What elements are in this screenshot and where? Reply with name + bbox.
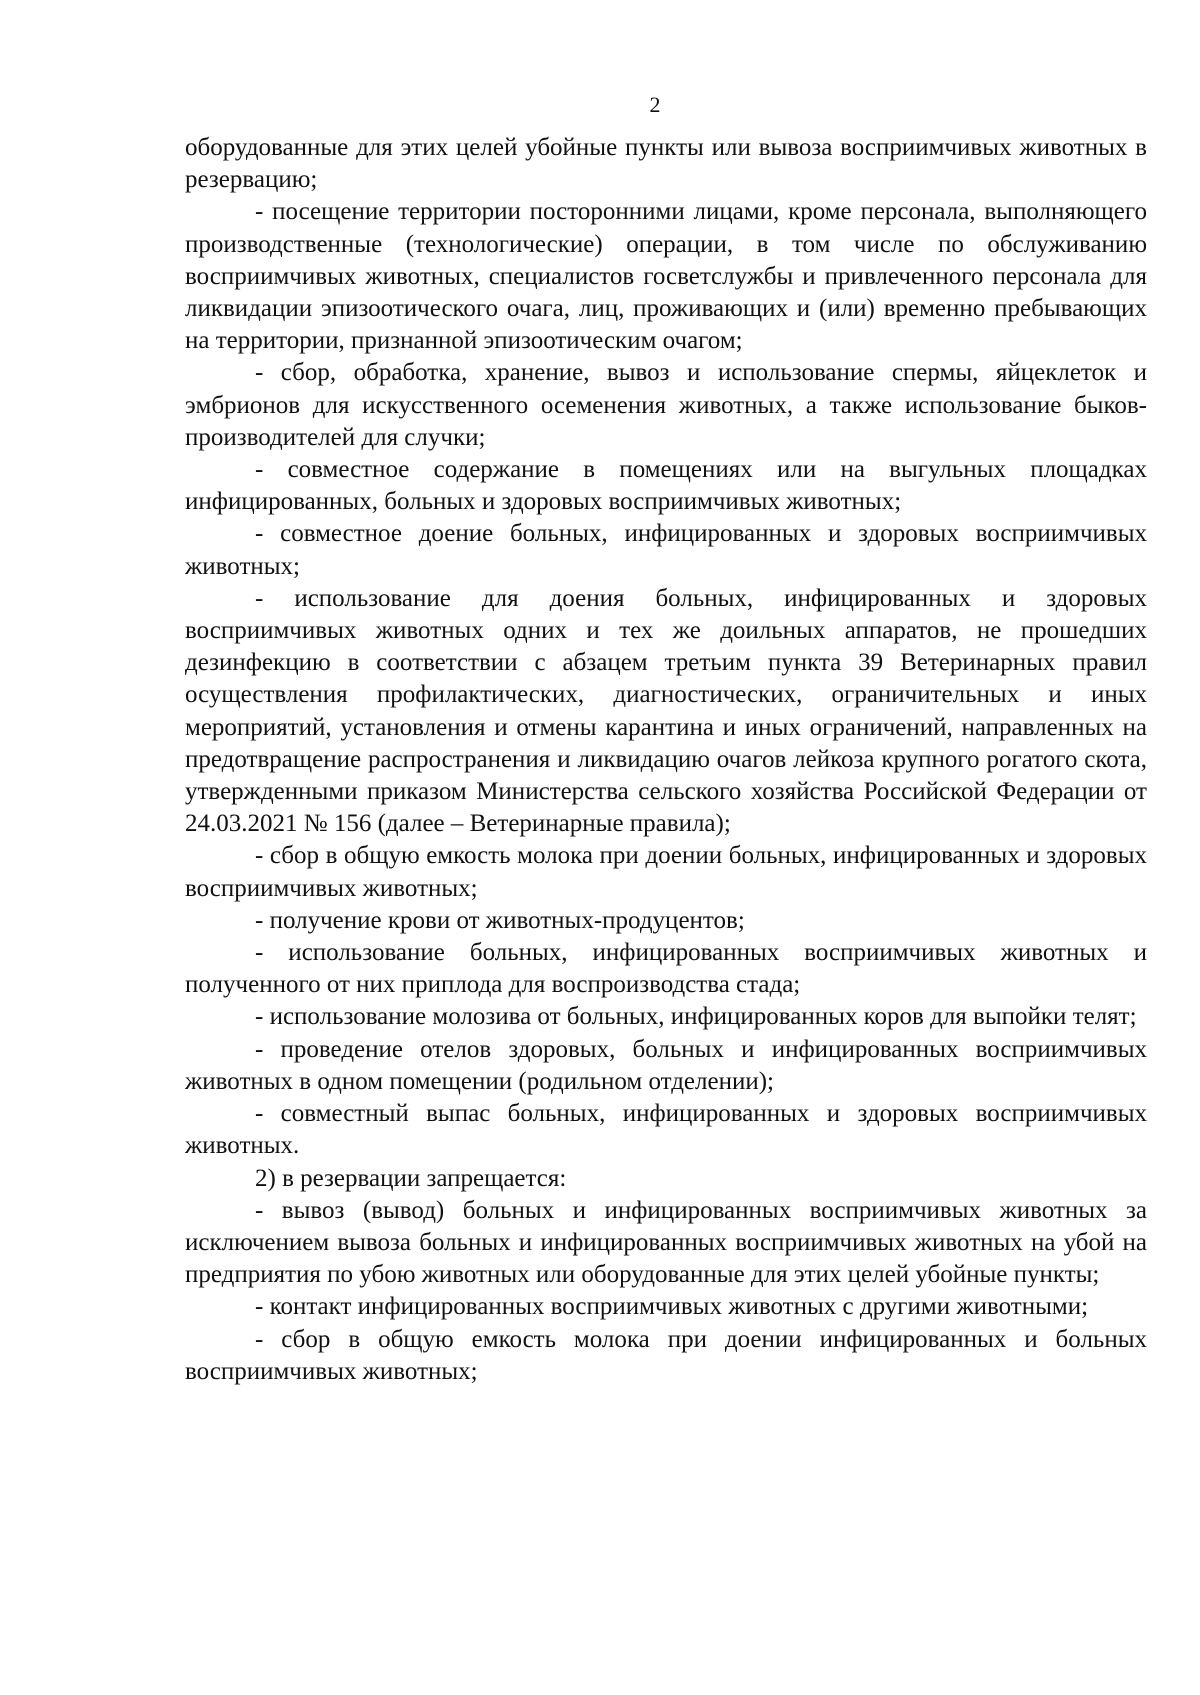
document-body (185, 132, 1147, 1388)
paragraph-milking-equipment-ban: - использование для доения больных, инфицированных и здоровых восприимчивых животных одних и тех же доильных аппаратов, не прошедших дезинфекцию в соответствии с абзацем третьим пункта 39 Ветеринарных правил осуществления профилактических, диагностических, ограничительных и иных мероприятий, установления и отмены карантина и иных ограничений, направленных на предотвращение распространения и ликвидацию очагов лейкоза крупного рогатого скота, утвержденными приказом Министерства сельского хозяйства Российской Федерации от 24.03.2021 № 156 (далее – Ветеринарные правила); (185, 584, 1147, 838)
paragraph-reservation-heading: 2) в резервации запрещается: (255, 1164, 567, 1192)
page-number: 2 (649, 92, 661, 117)
paragraph-joint-keeping-ban: - совместное содержание в помещениях или на выгульных площадках инфицированных, больных и здоровых восприимчивых животных; (185, 456, 1147, 516)
paragraph-grazing-ban: - совместный выпас больных, инфицированных и здоровых восприимчивых животных. (185, 1100, 1147, 1160)
paragraph-colostrum-ban: - использование молозива от больных, инфицированных коров для выпойки телят; (255, 1003, 1137, 1031)
paragraph-sperm-ban: - сбор, обработка, хранение, вывоз и использование спермы, яйцеклеток и эмбрионов для искусственного осеменения животных, а также использование быков-производителей для случки; (185, 359, 1147, 451)
paragraph-visitors-ban: - посещение территории посторонними лицами, кроме персонала, выполняющего производственные (технологические) операции, в том числе по обслуживанию восприимчивых животных, специалистов госветслужбы и привлеченного персонала для ликвидации эпизоотического очага, лиц, проживающих и (или) временно пребывающих на территории, признанной эпизоотическим очагом; (185, 198, 1147, 355)
paragraph-continuation: оборудованные для этих целей убойные пункты или вывоза восприимчивых животных в резервацию; (185, 134, 1147, 194)
paragraph-reservation-milk-ban: - сбор в общую емкость молока при доении инфицированных и больных восприимчивых животных; (185, 1325, 1147, 1385)
paragraph-reproduction-ban: - использование больных, инфицированных восприимчивых животных и полученного от них приплода для воспроизводства стада; (185, 939, 1147, 999)
paragraph-contact-ban: - контакт инфицированных восприимчивых животных с другими животными; (255, 1293, 1089, 1321)
paragraph-milk-collection-ban: - сбор в общую емкость молока при доении больных, инфицированных и здоровых восприимчивых животных; (185, 842, 1147, 902)
paragraph-export-ban: - вывоз (вывод) больных и инфицированных восприимчивых животных за исключением вывоза больных и инфицированных восприимчивых животных на убой на предприятия по убою животных или оборудованные для этих целей убойные пункты; (185, 1196, 1147, 1289)
paragraph-blood-ban: - получение крови от животных-продуцентов; (255, 906, 745, 934)
paragraph-joint-milking-ban: - совместное доение больных, инфицированных и здоровых восприимчивых животных; (185, 520, 1147, 580)
paragraph-calving-ban: - проведение отелов здоровых, больных и инфицированных восприимчивых животных в одном помещении (родильном отделении); (185, 1035, 1147, 1095)
